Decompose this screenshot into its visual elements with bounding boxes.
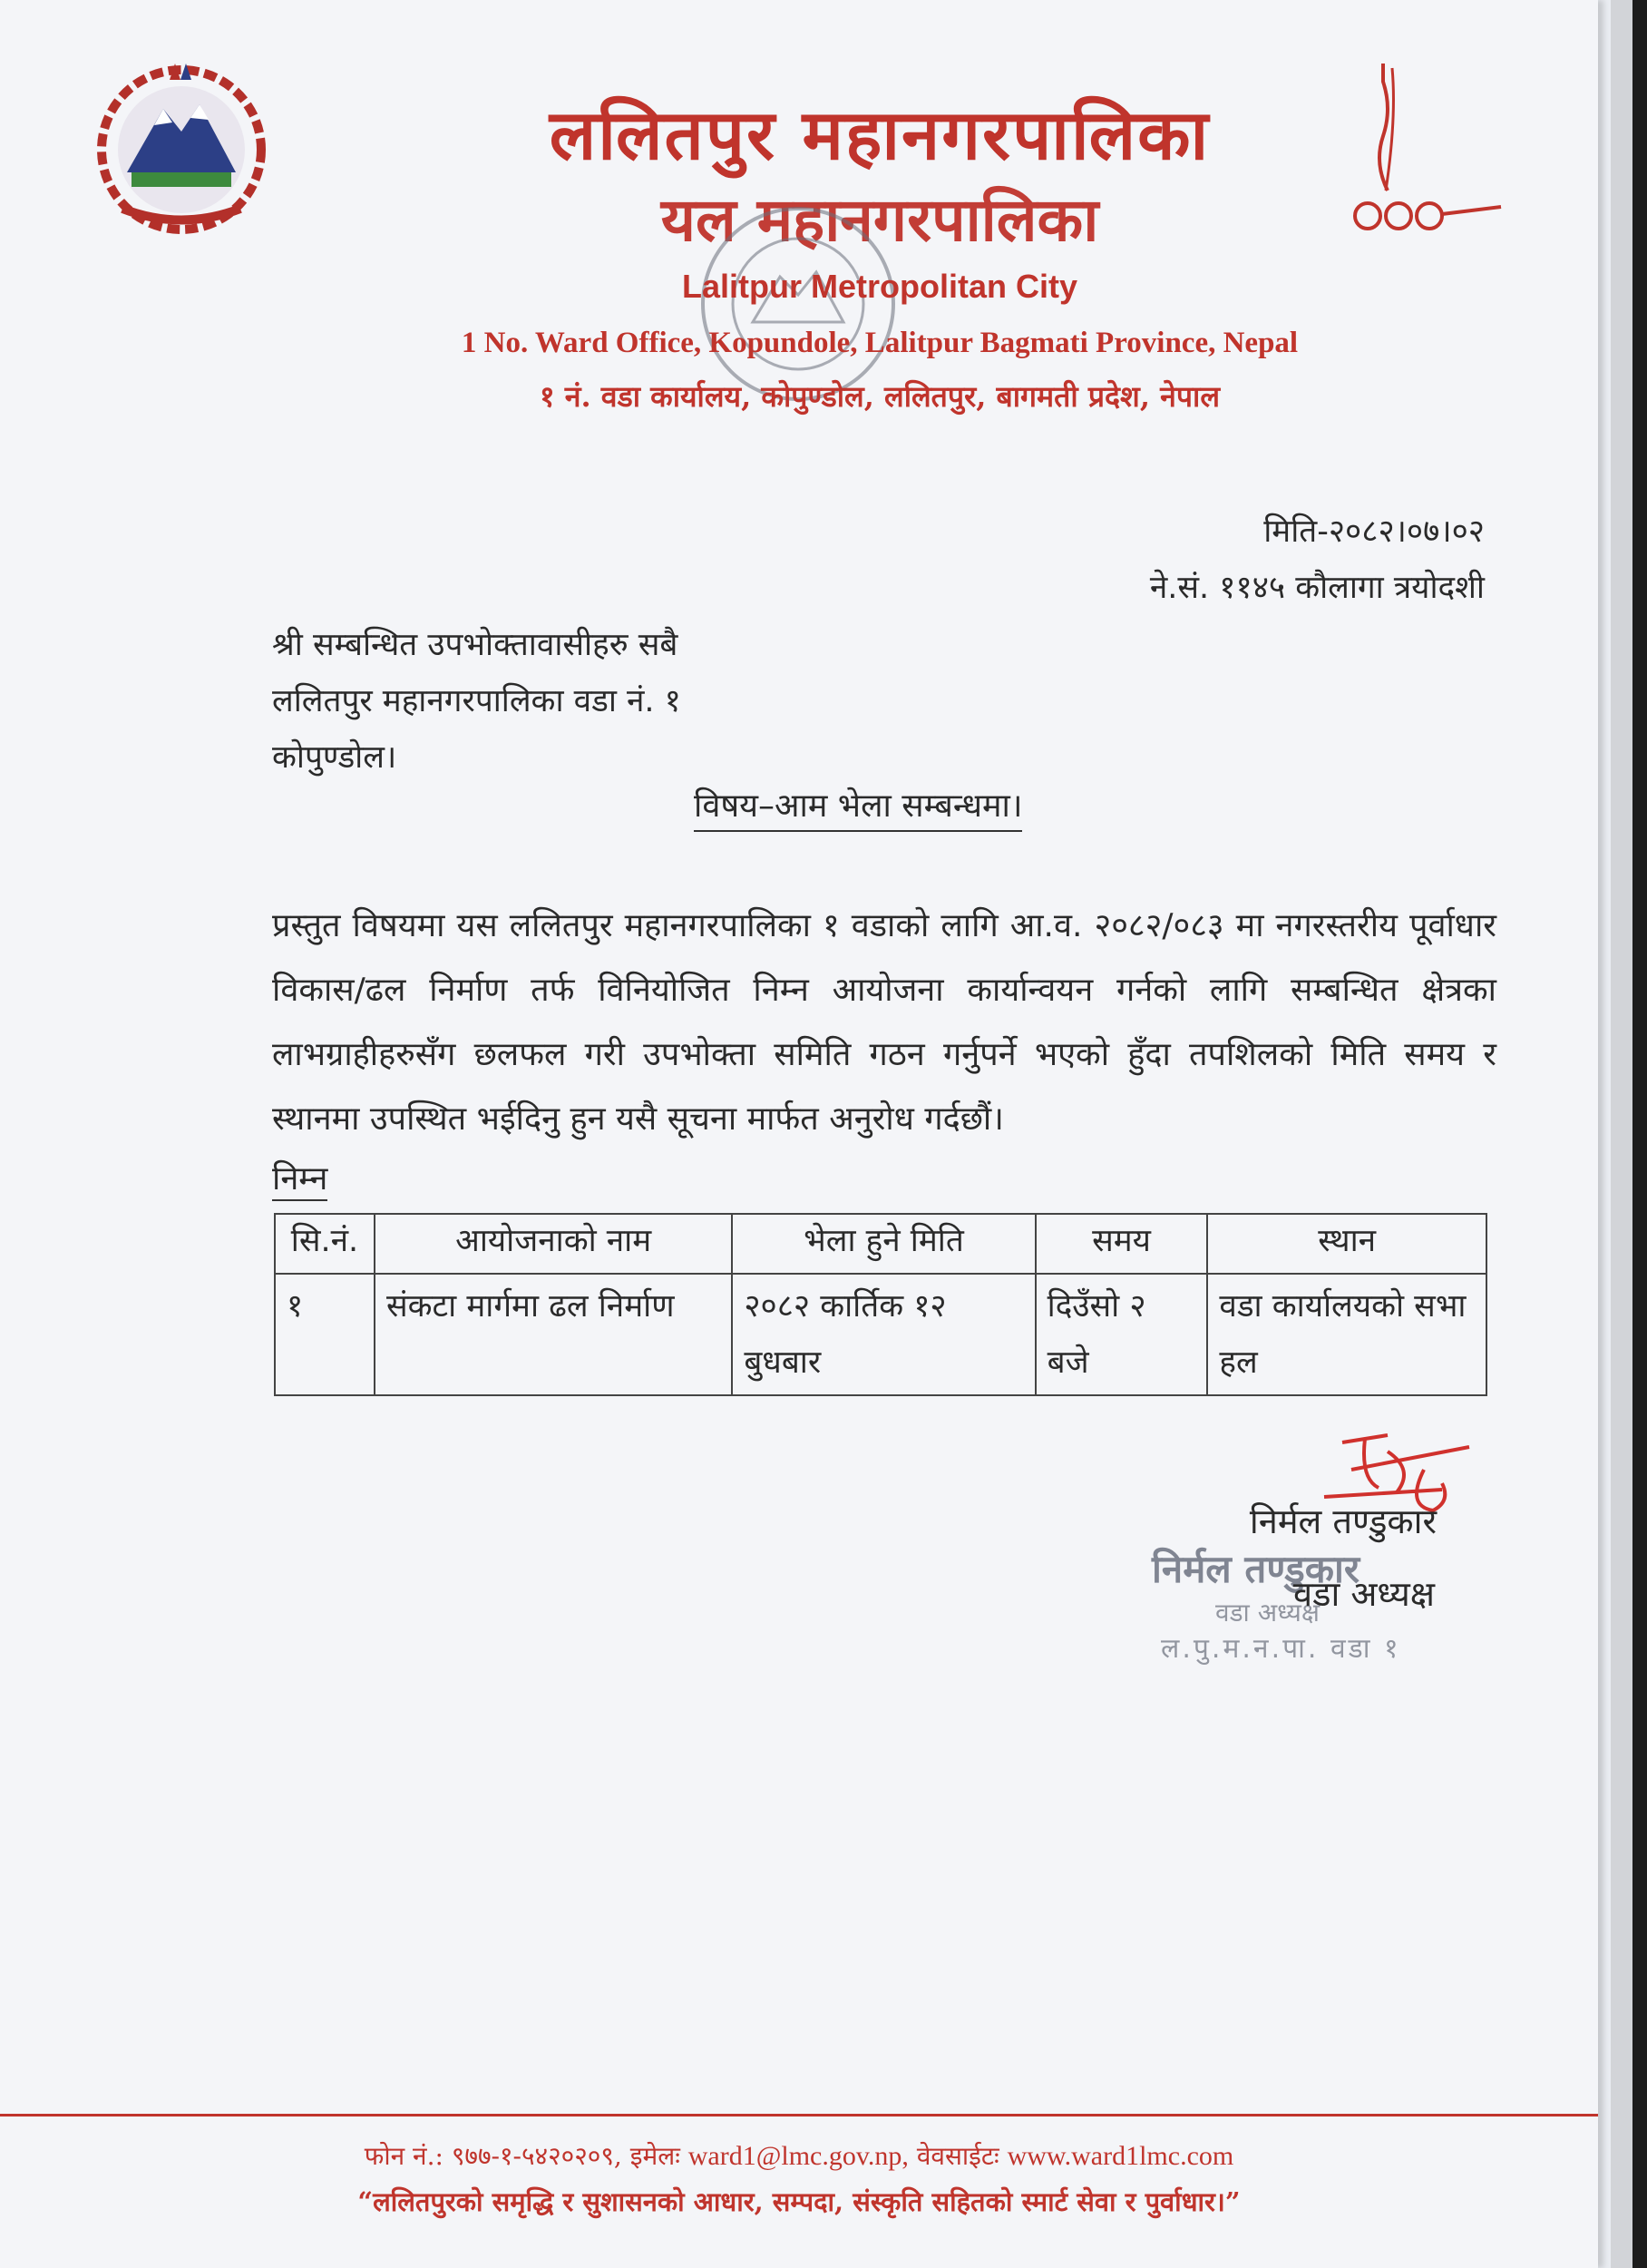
list-label: निम्न (272, 1155, 327, 1201)
footer-slogan: “ललितपुरको समृद्धि र सुशासनको आधार, सम्पदा, संस्कृति सहितको स्मार्ट सेवा र पुर्वाधार।” (357, 2186, 1241, 2217)
website-label: वेवसाईटः (916, 2141, 999, 2171)
table-row (275, 1274, 1486, 1395)
cell-venue: वडा कार्यालयको सभा हल (1207, 1274, 1486, 1395)
cell-time: दिउँसो २ बजे (1036, 1274, 1208, 1395)
office-address-nepali: १ नं. वडा कार्यालय, कोपुण्डोल, ललितपुर, बागमती प्रदेश, नेपाल (539, 379, 1221, 414)
letter-subject: विषय–आम भेला सम्बन्धमा। (694, 782, 1022, 832)
city-title-english: Lalitpur Metropolitan City (682, 268, 1077, 305)
signatory-name: निर्मल तण्डुकार (1249, 1501, 1437, 1541)
stamp-name: निर्मल तण्डुकार (1152, 1547, 1360, 1591)
col-header-venue: स्थान (1207, 1214, 1486, 1274)
date-block (1150, 503, 1485, 616)
cell-serial: १ (275, 1274, 375, 1395)
col-header-time: समय (1036, 1214, 1208, 1274)
signatory-title: वडा अध्यक्ष (1293, 1574, 1435, 1614)
city-title-newari: यल महानगरपालिका (660, 184, 1099, 255)
table-header-row (275, 1214, 1486, 1274)
col-header-date: भेला हुने मिति (732, 1214, 1035, 1274)
stamp-office: ल.पु.म.न.पा. वडा १ (1161, 1633, 1401, 1665)
phone-number: ९७७-१-५४२०२०९, (451, 2141, 622, 2171)
recipient-address (272, 617, 681, 786)
col-header-serial: सि.नं. (275, 1214, 375, 1274)
office-address-english: 1 No. Ward Office, Kopundole, Lalitpur Bagmati Province, Nepal (461, 327, 1299, 359)
footer-contact (0, 2138, 1598, 2173)
recipient-line: ललितपुर महानगरपालिका वडा नं. १ (272, 683, 681, 719)
scan-edge-dark (1632, 0, 1647, 2268)
nepal-sambat-date: ने.सं. ११४५ कौलागा त्रयोदशी (1149, 570, 1485, 606)
recipient-line: श्री सम्बन्धित उपभोक्तावासीहरु सबै (272, 627, 678, 663)
cell-project: संकटा मार्गमा ढल निर्माण (375, 1274, 732, 1395)
website-url: www.ward1lmc.com (1007, 2141, 1234, 2171)
recipient-line: कोपुण्डोल। (272, 739, 397, 776)
letter-body: प्रस्तुत विषयमा यस ललितपुर महानगरपालिका १ वडाको लागि आ.व. २०८२/०८३ मा नगरस्तरीय पूर्वाधार विकास/ढल निर्माण तर्फ विनियोजित निम्न आयोजना कार्यान्वयन गर्नको लागि सम्बन्धित क्षेत्रका लाभग्राहीहरुसँग छलफल गरी उपभोक्ता समिति गठन गर्नुपर्ने भएको हुँदा तपशिलको मिति समय र स्थानमा उपस्थित भईदिनु हुन यसै सूचना मार्फत अनुरोध गर्दछौं। (272, 907, 1496, 1138)
phone-label: फोन नं.: (364, 2141, 443, 2171)
stamp-title: वडा अध्यक्ष (1215, 1598, 1320, 1628)
city-title-nepali: ललितपुर महानगरपालिका (549, 94, 1211, 175)
footer-divider (0, 2114, 1598, 2116)
email-label: इमेलः (629, 2141, 680, 2171)
cell-date: २०८२ कार्तिक १२ बुधबार (732, 1274, 1035, 1395)
col-header-project: आयोजनाको नाम (375, 1214, 732, 1274)
schedule-table (274, 1213, 1487, 1396)
letter-date: मिति-२०८२।०७।०२ (1263, 513, 1485, 550)
email-address: ward1@lmc.gov.np, (687, 2141, 909, 2171)
